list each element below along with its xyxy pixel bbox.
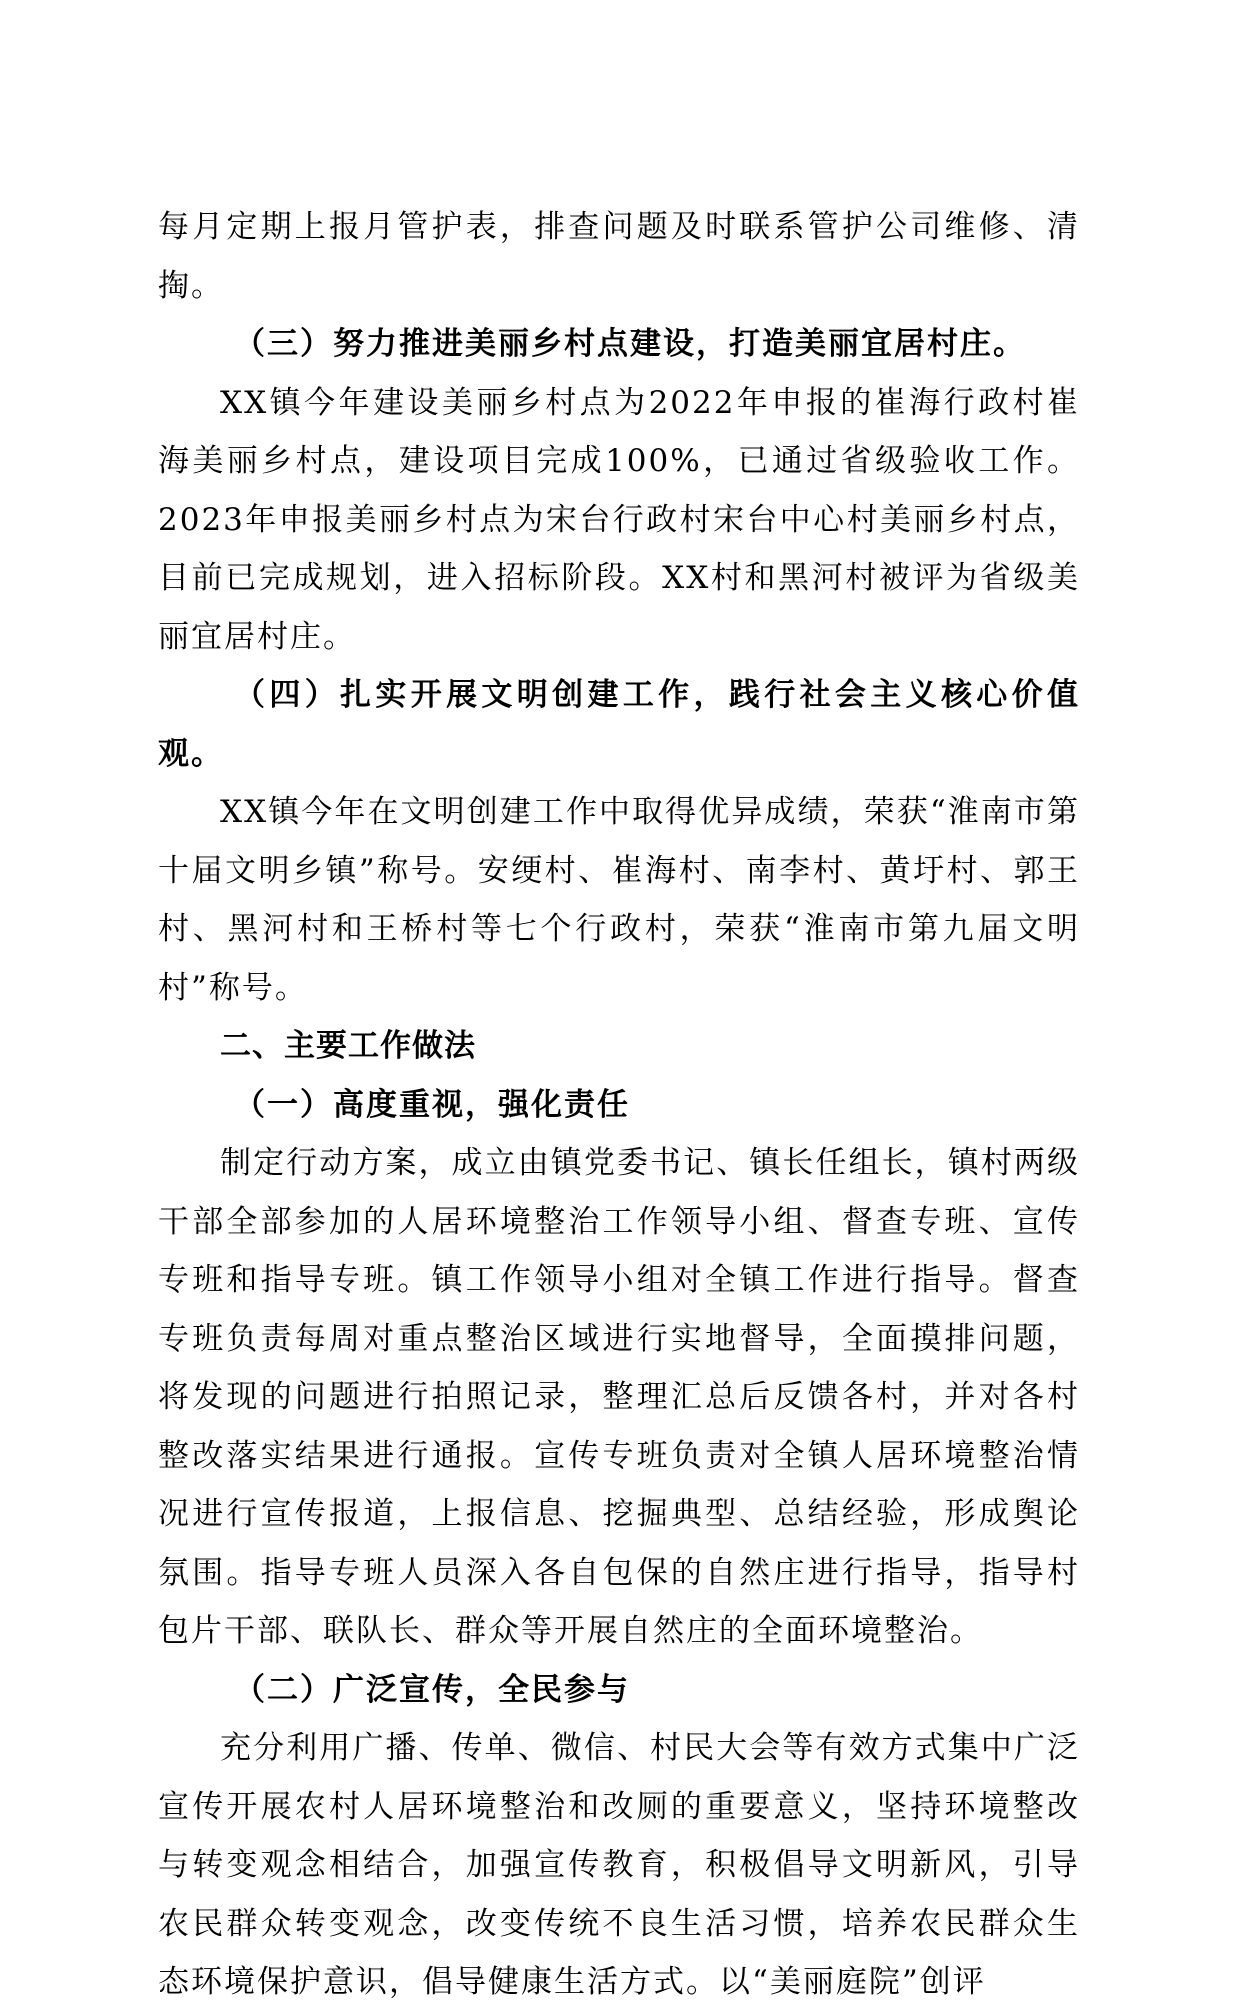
- heading-main-practices: 二、主要工作做法: [220, 1028, 476, 1064]
- paragraph-responsibility: 制定行动方案，成立由镇党委书记、镇长任组长，镇村两级干部全部参加的人居环境整治工作领导小组、督查专班、宣传专班和指导专班。镇工作领导小组对全镇工作进行指导。督查专班负责每周对重点整治区域进行实地督导，全面摸排问题，将发现的问题进行拍照记录，整理汇总后反馈各村，并对各村整改落实结果进行通报。宣传专班负责对全镇人居环境整治情况进行宣传报道，上报信息、挖掘典型、总结经验，形成舆论氛围。指导专班人员深入各自包保的自然庄进行指导，指导村包片干部、联队长、群众等开展自然庄的全面环境整治。: [158, 1145, 1080, 1649]
- paragraph-beautiful-village: XX镇今年建设美丽乡村点为2022年申报的崔海行政村崔海美丽乡村点，建设项目完成100%，已通过省级验收工作。2023年申报美丽乡村点为宋台行政村宋台中心村美丽乡村点，目前已完成规划，进入招标阶段。XX村和黑河村被评为省级美丽宜居村庄。: [158, 384, 1080, 655]
- document-body: [158, 198, 1080, 2012]
- paragraph-civilization: XX镇今年在文明创建工作中取得优异成绩，荣获“淮南市第十届文明乡镇”称号。安绠村、崔海村、南李村、黄圩村、郭王村、黑河村和王桥村等七个行政村，荣获“淮南市第九届文明村”称号。: [158, 794, 1080, 1006]
- paragraph-continuation: 每月定期上报月管护表，排查问题及时联系管护公司维修、清掏。: [158, 209, 1080, 304]
- subheading-civilization: （四）扎实开展文明创建工作，践行社会主义核心价值观。: [158, 677, 1080, 772]
- paragraph-publicity: 充分利用广播、传单、微信、村民大会等有效方式集中广泛宣传开展农村人居环境整治和改厕的重要意义，坚持环境整改与转变观念相结合，加强宣传教育，积极倡导文明新风，引导农民群众转变观念，改变传统不良生活习惯，培养农民群众生态环境保护意识，倡导健康生活方式。以“美丽庭院”创评: [158, 1730, 1080, 2000]
- subheading-responsibility: （一）高度重视，强化责任: [234, 1086, 630, 1123]
- subheading-beautiful-village: （三）努力推进美丽乡村点建设，打造美丽宜居村庄。: [234, 326, 1026, 362]
- subheading-publicity: （二）广泛宣传，全民参与: [234, 1671, 630, 1708]
